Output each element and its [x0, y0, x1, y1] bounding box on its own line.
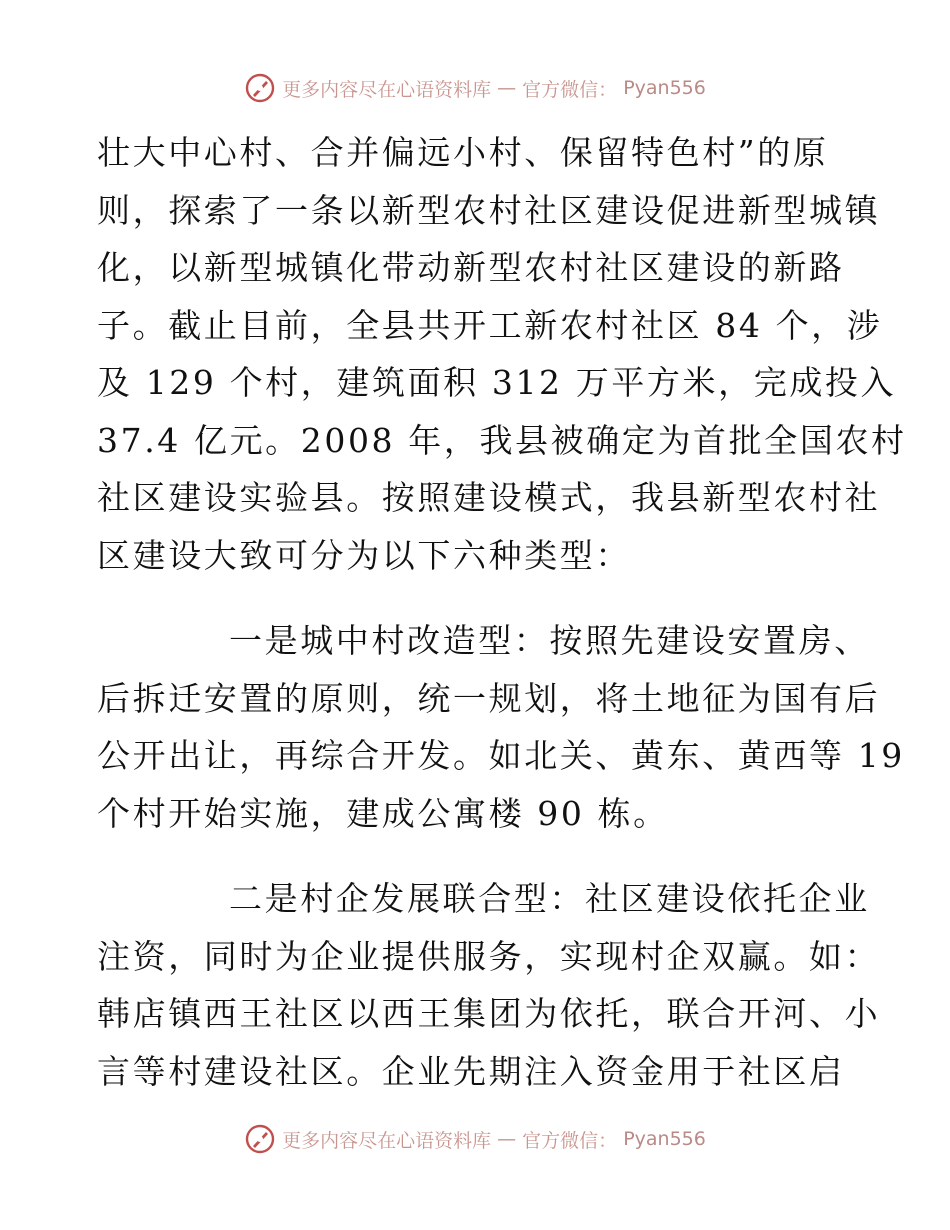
watermark-account: Pyan556 [623, 1128, 706, 1150]
header-watermark [0, 72, 950, 104]
paragraph-1 [97, 124, 907, 584]
document-body [97, 124, 907, 1100]
text-line: 后拆迁安置的原则，统一规划，将土地征为国有后 [97, 678, 881, 718]
watermark-account-label: 官方微信： [522, 1129, 618, 1152]
paragraph-gap [97, 842, 857, 870]
text-line: 及 129 个村，建筑面积 312 万平方米，完成投入 [97, 363, 897, 402]
text-line: 37.4 亿元。2008 年，我县被确定为首批全国农村 [97, 420, 907, 460]
quill-circle-icon [244, 1123, 276, 1155]
text-line: 化，以新型城镇化带动新型农村社区建设的新路 [97, 248, 845, 287]
watermark-text: 更多内容尽在心语资料库 [282, 1129, 492, 1152]
text-line: 壮大中心村、合并偏远小村、保留特色村”的原 [97, 133, 829, 172]
text-line: 则，探索了一条以新型农村社区建设促进新型城镇 [97, 190, 881, 230]
watermark-separator: — [497, 1128, 517, 1150]
text-line: 韩店镇西王社区以西王集团为依托，联合开河、小 [97, 994, 881, 1033]
footer-watermark [0, 1123, 950, 1155]
text-line: 言等村建设社区。企业先期注入资金用于社区启 [97, 1051, 845, 1091]
text-line: 注资，同时为企业提供服务，实现村企双赢。如： [97, 936, 881, 976]
paragraph-2 [97, 612, 905, 842]
text-line: 一是城中村改造型：按照先建设安置房、 [229, 621, 870, 660]
watermark-separator: — [497, 77, 517, 99]
paragraph-gap [97, 584, 857, 612]
quill-circle-icon [244, 72, 276, 104]
watermark-account-label: 官方微信： [522, 78, 618, 101]
watermark-account: Pyan556 [623, 77, 706, 99]
text-line: 二是村企发展联合型：社区建设依托企业 [229, 879, 870, 918]
text-line: 社区建设实验县。按照建设模式，我县新型农村社 [97, 478, 881, 517]
paragraph-3 [97, 870, 881, 1100]
text-line: 区建设大致可分为以下六种类型： [97, 535, 631, 575]
text-line: 个村开始实施，建成公寓楼 90 栋。 [97, 793, 669, 833]
text-line: 公开出让，再综合开发。如北关、黄东、黄西等 19 [97, 736, 905, 775]
watermark-text: 更多内容尽在心语资料库 [282, 78, 492, 101]
text-line: 子。截止目前，全县共开工新农村社区 84 个，涉 [97, 305, 883, 345]
